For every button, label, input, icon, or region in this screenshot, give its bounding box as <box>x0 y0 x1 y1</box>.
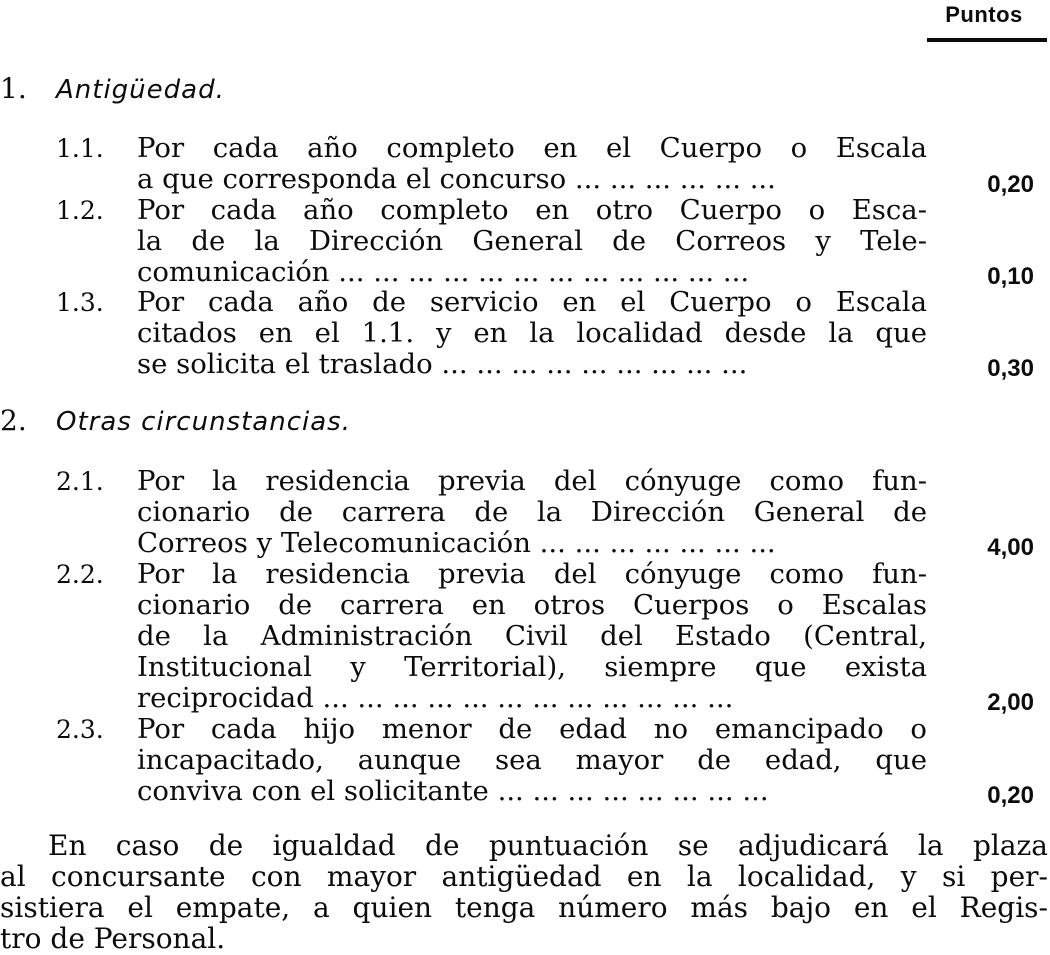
item-points: 0,20 <box>987 171 1034 198</box>
item-line: Por cada hijo menor de edad no emancipado o <box>137 714 927 745</box>
item-line: cionario de carrera de la Dirección General de <box>137 497 927 528</box>
item-line: Institucional y Territorial), siempre que exista <box>137 652 927 683</box>
item-line: de la Administración Civil del Estado (Central, <box>137 621 927 652</box>
item-number: 2.2. <box>56 560 104 589</box>
paragraph-line: al concursante con mayor antigüedad en la localidad, y si per- <box>0 860 1048 893</box>
points-column-header: Puntos <box>945 2 1023 27</box>
item-points: 4,00 <box>987 534 1034 561</box>
item-line: citados en el 1.1. y en la localidad desde la que <box>137 318 927 349</box>
points-column-rule <box>927 38 1047 42</box>
item-line: Por cada año completo en otro Cuerpo o Esca- <box>137 195 927 226</box>
section-heading-antiguedad <box>0 74 225 105</box>
item-line: Por cada año de servicio en el Cuerpo o Escala <box>137 287 927 318</box>
item-line: a que corresponda el concurso ... ... ... ... ... ... <box>137 164 776 195</box>
item-number: 2.3. <box>56 715 104 744</box>
item-line: cionario de carrera en otros Cuerpos o Escalas <box>137 590 927 621</box>
closing-paragraph <box>0 830 1048 954</box>
item-text <box>137 714 927 807</box>
item-number: 2.1. <box>56 467 104 496</box>
item-text <box>137 466 927 559</box>
item-points: 0,20 <box>987 782 1034 809</box>
item-text <box>137 133 927 195</box>
item-line: incapacitado, aunque sea mayor de edad, que <box>137 745 927 776</box>
item-line: la de la Dirección General de Correos y Tele- <box>137 226 927 257</box>
item-line: comunicación ... ... ... ... ... ... ... ... ... ... ... ... <box>137 257 750 288</box>
paragraph-line: En caso de igualdad de puntuación se adjudicará la plaza <box>48 829 1048 862</box>
section-title: Antigüedad. <box>56 75 225 105</box>
paragraph-line: sistiera el empate, a quien tenga número más bajo en el Regis- <box>0 891 1048 924</box>
item-line: se solicita el traslado ... ... ... ... ... ... ... ... ... <box>137 349 748 380</box>
section-number: 2. <box>0 404 27 437</box>
section-heading-otras-circunstancias <box>0 406 351 437</box>
item-text <box>137 559 927 714</box>
item-text <box>137 195 927 288</box>
item-line: conviva con el solicitante ... ... ... ... ... ... ... ... <box>137 776 769 807</box>
item-line: Correos y Telecomunicación ... ... ... ... ... ... ... <box>137 528 776 559</box>
item-points: 2,00 <box>987 689 1034 716</box>
item-number: 1.1. <box>56 134 104 163</box>
item-line: Por la residencia previa del cónyuge como fun- <box>137 466 927 497</box>
item-line: Por cada año completo en el Cuerpo o Escala <box>137 133 927 164</box>
item-points: 0,10 <box>987 263 1034 290</box>
item-points: 0,30 <box>987 355 1034 382</box>
item-text <box>137 287 927 380</box>
paragraph-line: tro de Personal. <box>0 922 226 955</box>
section-title: Otras circunstancias. <box>56 407 351 437</box>
item-line: reciprocidad ... ... ... ... ... ... ... ... ... ... ... ... <box>137 683 734 714</box>
item-line: Por la residencia previa del cónyuge como fun- <box>137 559 927 590</box>
section-number: 1. <box>0 72 27 105</box>
item-number: 1.2. <box>56 196 104 225</box>
item-number: 1.3. <box>56 288 104 317</box>
